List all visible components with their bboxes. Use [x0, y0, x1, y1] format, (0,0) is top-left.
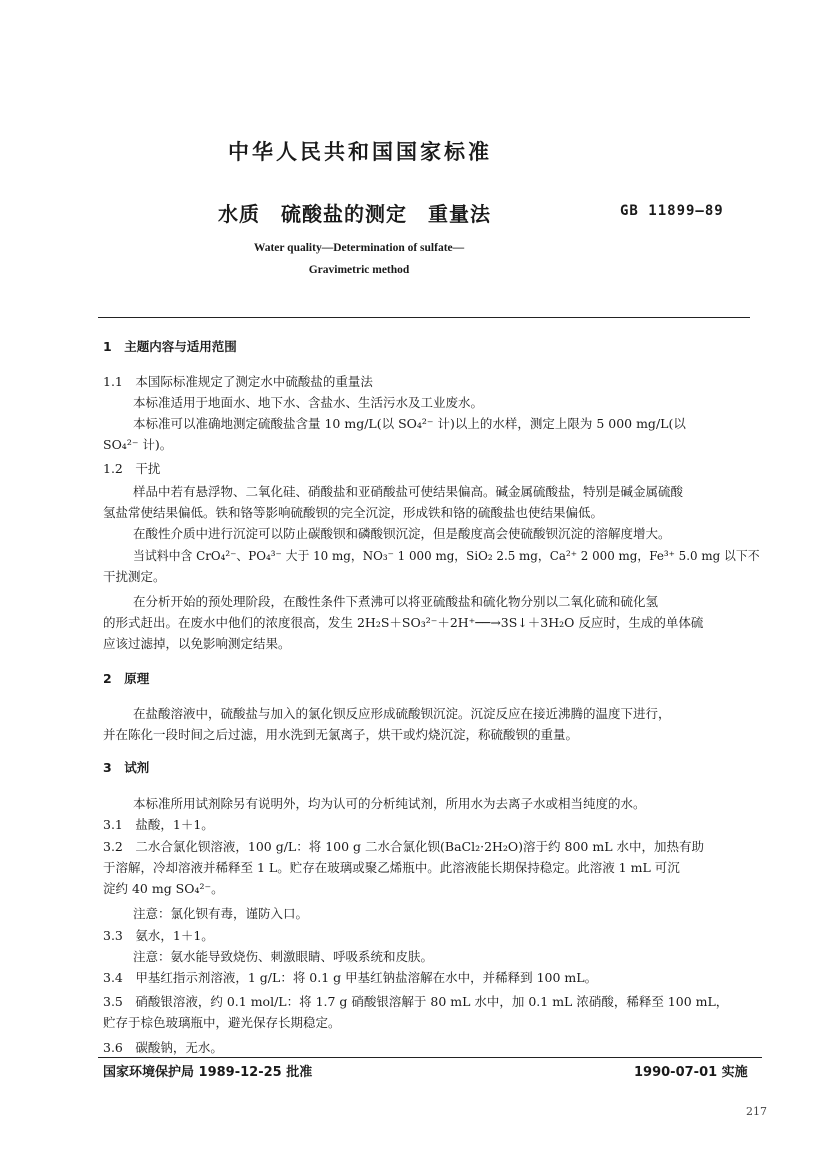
body-text-line: 应该过滤掉，以免影响测定结果。 [103, 636, 291, 651]
body-text-line: 注意：氯化钡有毒，谨防入口。 [133, 906, 309, 921]
body-text-line: 于溶解，冷却溶液并稀释至 1 L。贮存在玻璃或聚乙烯瓶中。此溶液能长期保持稳定。此溶液 1 mL 可沉 [103, 860, 680, 875]
clause-line: 3.6 碳酸钠，无水。 [103, 1040, 223, 1055]
clause-line: 3.1 盐酸，1＋1。 [103, 817, 214, 832]
standard-code: GB 11899—89 [620, 203, 724, 219]
clause-line: 3.2 二水合氯化钡溶液，100 g/L：将 100 g 二水合氯化钡(BaCl₂·2H₂O)溶于约 800 mL 水中，加热有助 [103, 839, 704, 854]
approval-info: 国家环境保护局 1989-12-25 批准 [103, 1065, 313, 1080]
english-title-line-1: Water quality—Determination of sulfate— [253, 242, 465, 254]
english-title-line-2: Gravimetric method [308, 264, 410, 276]
body-text-line: 在分析开始的预处理阶段，在酸性条件下煮沸可以将亚硫酸盐和硫化物分别以二氧化硫和硫化氢 [133, 594, 659, 609]
body-text-line: 在盐酸溶液中，硫酸盐与加入的氯化钡反应形成硫酸钡沉淀。沉淀反应在接近沸腾的温度下进行， [133, 706, 671, 721]
clause-line: 3.3 氨水，1＋1。 [103, 928, 214, 943]
section-heading: 3 试剂 [103, 760, 150, 775]
body-text-line: 并在陈化一段时间之后过滤，用水洗到无氯离子，烘干或灼烧沉淀，称硫酸钡的重量。 [103, 727, 579, 742]
clause-line: 3.5 硝酸银溶液，约 0.1 mol/L：将 1.7 g 硝酸银溶解于 80 mL 水中，加 0.1 mL 浓硝酸，稀释至 100 mL， [103, 994, 729, 1009]
clause-line: 1.1 本国际标准规定了测定水中硫酸盐的重量法 [103, 374, 373, 389]
body-text-line: 氢盐常使结果偏低。铁和铬等影响硫酸钡的完全沉淀，形成铁和铬的硫酸盐也使结果偏低。 [103, 505, 604, 520]
clause-line: 1.2 干扰 [103, 461, 161, 476]
effective-date: 1990-07-01 实施 [634, 1065, 748, 1080]
body-text-line: 样品中若有悬浮物、二氧化硅、硝酸盐和亚硝酸盐可使结果偏高。碱金属硫酸盐，特别是碱金属硫酸 [133, 484, 684, 499]
body-text-line: 当试料中含 CrO₄²⁻、PO₄³⁻ 大于 10 mg，NO₃⁻ 1 000 mg，SiO₂ 2.5 mg，Ca²⁺ 2 000 mg，Fe³⁺ 5.0 mg 以下不 [133, 548, 760, 563]
page-number: 217 [746, 1105, 767, 1118]
body-text-line: 的形式赶出。在废水中他们的浓度很高，发生 2H₂S＋SO₃²⁻＋2H⁺──→3S↓＋3H₂O 反应时，生成的单体硫 [103, 615, 704, 630]
body-text-line: 淀约 40 mg SO₄²⁻。 [103, 881, 224, 896]
section-heading: 1 主题内容与适用范围 [103, 339, 237, 354]
footer-divider [98, 1057, 762, 1058]
body-text-line: 干扰测定。 [103, 569, 166, 584]
body-text-line: 本标准可以准确地测定硫酸盐含量 10 mg/L(以 SO₄²⁻ 计)以上的水样，测定上限为 5 000 mg/L(以 [133, 416, 686, 431]
header-divider [98, 317, 750, 318]
body-text-line: 贮存于棕色玻璃瓶中，避光保存长期稳定。 [103, 1015, 341, 1030]
clause-line: 3.4 甲基红指示剂溶液，1 g/L：将 0.1 g 甲基红钠盐溶解在水中，并稀释到 100 mL。 [103, 970, 598, 985]
body-text-line: 注意：氨水能导致烧伤、刺激眼睛、呼吸系统和皮肤。 [133, 949, 434, 964]
body-text-line: 本标准所用试剂除另有说明外，均为认可的分析纯试剂，所用水为去离子水或相当纯度的水。 [133, 796, 646, 811]
body-text-line: 本标准适用于地面水、地下水、含盐水、生活污水及工业废水。 [133, 395, 484, 410]
document-title: 水质 硫酸盐的测定 重量法 [218, 202, 491, 226]
body-text-line: 在酸性介质中进行沉淀可以防止碳酸钡和磷酸钡沉淀，但是酸度高会使硫酸钡沉淀的溶解度增大。 [133, 526, 671, 541]
body-text-line: SO₄²⁻ 计)。 [103, 437, 173, 452]
standard-name: 中华人民共和国国家标准 [228, 140, 492, 164]
section-heading: 2 原理 [103, 671, 150, 686]
